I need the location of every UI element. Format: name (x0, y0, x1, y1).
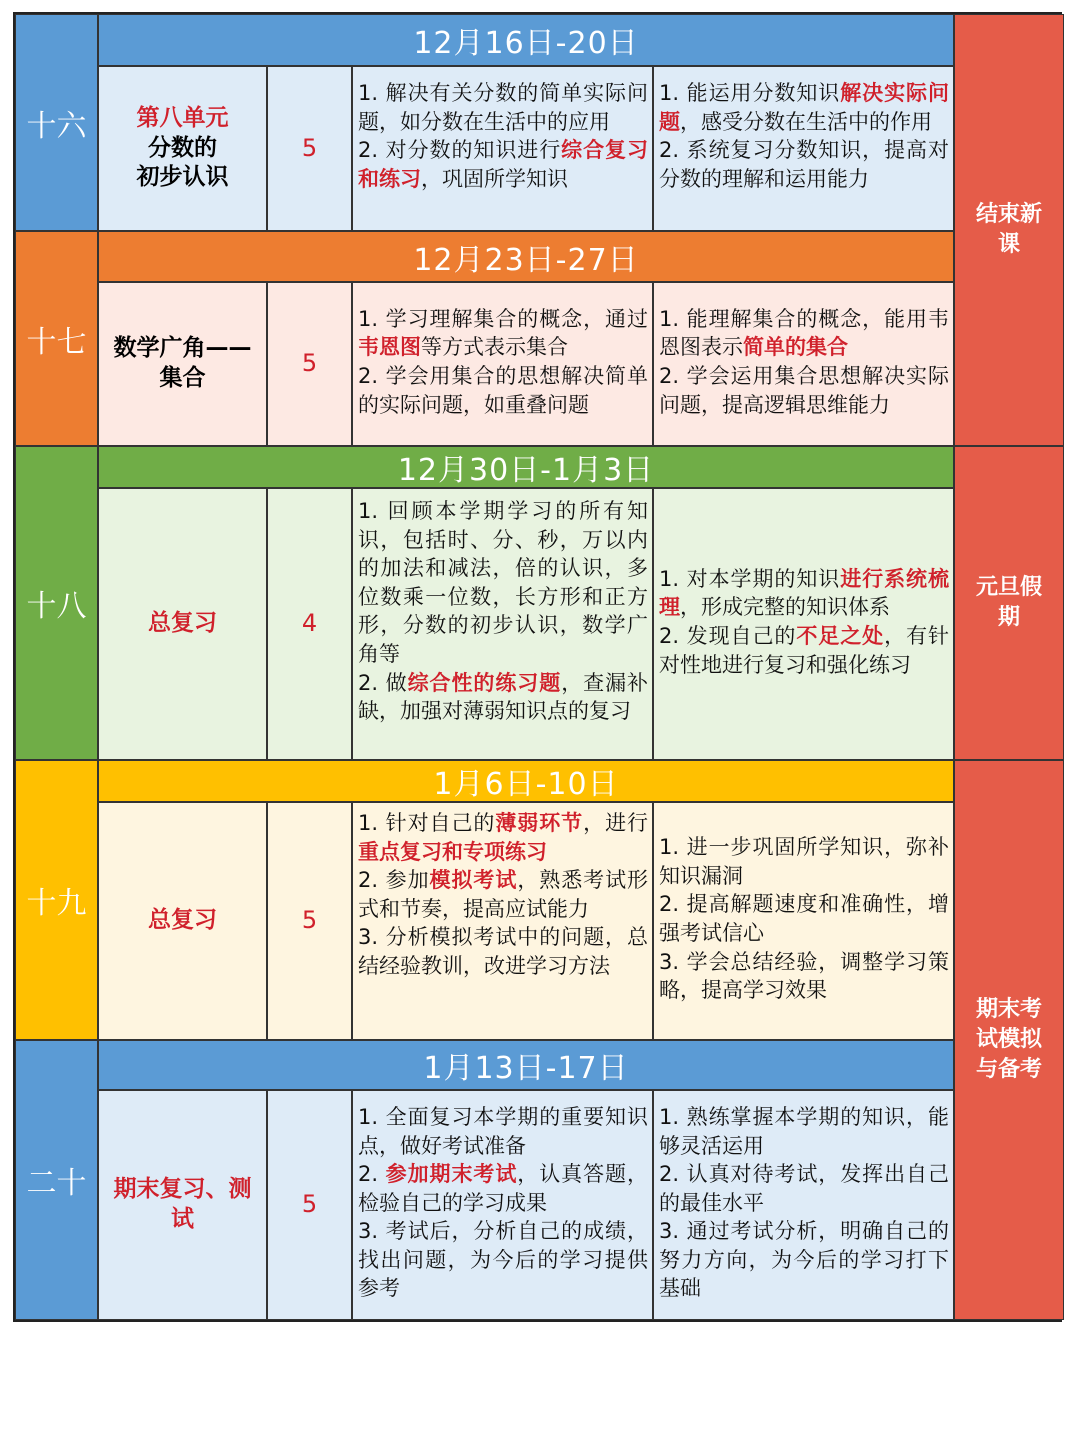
list-item (659, 622, 949, 679)
week-date-header: 12月30日-1月3日 (98, 446, 954, 488)
list-item (659, 890, 949, 947)
unit-cell (98, 282, 267, 446)
text-segment: ，查漏补缺，加强对薄弱知识点的复习 (358, 670, 649, 724)
cell-text (358, 809, 648, 981)
list-item (659, 1103, 949, 1160)
goals-cell (653, 282, 954, 446)
content-cell (352, 66, 653, 231)
goals-cell (653, 1090, 954, 1320)
hours-cell: 4 (267, 488, 352, 760)
highlight-text: 韦恩图 (358, 335, 421, 360)
hours-cell: 5 (267, 282, 352, 446)
unit-line: 期末复习、测 (113, 1176, 252, 1203)
list-item (659, 948, 949, 1005)
text-segment: ，感受分数在生活中的作用 (680, 109, 932, 134)
goals-cell (653, 802, 954, 1040)
goals-cell (653, 488, 954, 760)
week-date-header: 1月6日-10日 (98, 760, 954, 802)
text-segment: 1. 对本学期的知识 (659, 566, 841, 591)
cell-text (659, 565, 949, 679)
text-segment: 3. 学会总结经验，调整学习策略，提高学习效果 (659, 949, 949, 1003)
unit-line: 数学广角—— (113, 335, 252, 362)
list-item (358, 866, 648, 923)
list-item (358, 79, 648, 136)
list-item (358, 1217, 648, 1303)
text-segment: ，熟悉考试形式和节奏，提高应试能力 (358, 868, 649, 921)
text-segment: 1. 学习理解集合的概念，通过 (358, 306, 648, 331)
unit-label (148, 609, 217, 639)
week-label: 十八 (15, 446, 98, 760)
cell-text (659, 833, 949, 1005)
list-item (358, 1103, 648, 1160)
cell-text (358, 1103, 648, 1303)
text-segment: 2. 对分数的知识进行 (358, 138, 562, 163)
week-label: 十七 (15, 231, 98, 446)
hours-cell: 5 (267, 802, 352, 1040)
text-segment: 2. 学会运用集合思想解决实际问题，提高逻辑思维能力 (659, 364, 949, 417)
text-segment: 1. 回顾本学期学习的所有知识，包括时、分、秒，万以内的加法和减法，倍的认识，多位数乘一位数，长方形和正方形，分数的初步认识，数学广角等 (358, 499, 648, 666)
content-cell (352, 282, 653, 446)
text-segment: 1. 能理解集合的概念，能用韦恩图表示 (659, 306, 949, 360)
text-segment: 2. (358, 1162, 386, 1187)
week-label: 二十 (15, 1040, 98, 1320)
text-segment: 3. 考试后，分析自己的成绩，找出问题，为今后的学习提供参考 (358, 1219, 648, 1301)
list-item (358, 362, 648, 419)
week-label: 十六 (15, 14, 98, 231)
schedule-table (13, 12, 1062, 1322)
list-item (659, 362, 949, 419)
unit-line: 分数的 (148, 134, 217, 161)
cell-text (358, 79, 648, 193)
highlight-text: 模拟考试 (429, 868, 518, 893)
text-segment: 2. 认真对待考试，发挥出自己的最佳水平 (659, 1162, 949, 1215)
unit-label (148, 906, 217, 936)
unit-cell (98, 1090, 267, 1320)
text-segment: 2. 发现自己的 (659, 624, 797, 648)
highlight-text: 综合复习和练习 (358, 138, 648, 191)
highlight-text: 简单的集合 (743, 335, 848, 360)
text-segment: ，进行 (583, 811, 649, 835)
side-note: 元旦假期 (954, 446, 1064, 760)
unit-label (114, 1175, 252, 1235)
list-item (659, 565, 949, 622)
text-segment: ，巩固所学知识 (421, 166, 568, 191)
list-item (358, 305, 648, 362)
week-date-header: 1月13日-17日 (98, 1040, 954, 1090)
text-segment: 3. 通过考试分析，明确自己的努力方向，为今后的学习打下基础 (659, 1219, 949, 1301)
unit-label (114, 334, 252, 394)
highlight-text: 重点复习和专项练习 (358, 839, 547, 864)
unit-cell (98, 488, 267, 760)
text-segment: ，有针对性地进行复习和强化练习 (659, 624, 950, 677)
highlight-text: 不足之处 (796, 624, 885, 648)
list-item (659, 1160, 949, 1217)
list-item (358, 136, 648, 193)
list-item (358, 809, 648, 866)
unit-line: 集合 (159, 365, 206, 391)
list-item (659, 1217, 949, 1303)
text-segment: 2. 提高解题速度和准确性，增强考试信心 (659, 892, 949, 945)
text-segment: 1. 进一步巩固所学知识，弥补知识漏洞 (659, 835, 949, 888)
hours-cell: 5 (267, 66, 352, 231)
unit-line: 总复习 (148, 610, 217, 637)
list-item (358, 1160, 648, 1217)
unit-line: 初步认识 (136, 164, 229, 191)
text-segment: 1. 解决有关分数的简单实际问题，如分数在生活中的应用 (358, 81, 648, 134)
text-segment: 2. 学会用集合的思想解决简单的实际问题，如重叠问题 (358, 364, 648, 417)
content-cell (352, 488, 653, 760)
week-label: 十九 (15, 760, 98, 1040)
cell-text (659, 305, 949, 419)
text-segment: 2. 做 (358, 670, 408, 695)
list-item (659, 136, 949, 193)
unit-cell (98, 802, 267, 1040)
highlight-text: 薄弱环节 (495, 811, 584, 835)
unit-cell (98, 66, 267, 231)
text-segment: 1. 能运用分数知识 (659, 81, 841, 105)
text-segment: 1. 熟练掌握本学期的知识，能够灵活运用 (659, 1104, 949, 1158)
text-segment: 等方式表示集合 (421, 335, 568, 360)
cell-text (358, 305, 648, 419)
list-item (358, 669, 648, 726)
cell-text (659, 79, 949, 193)
highlight-text: 解决实际问题 (659, 81, 949, 134)
text-segment: ，形成完整的知识体系 (680, 595, 890, 620)
unit-line: 总复习 (148, 907, 217, 934)
week-date-header: 12月23日-27日 (98, 231, 954, 282)
text-segment: 1. 针对自己的 (358, 811, 496, 835)
highlight-text: 参加期末考试 (385, 1162, 518, 1187)
text-segment: 2. 系统复习分数知识，提高对分数的理解和运用能力 (659, 138, 949, 191)
list-item (358, 923, 648, 980)
unit-line: 试 (171, 1206, 194, 1232)
list-item (659, 305, 949, 362)
side-note: 期末考试模拟与备考 (954, 760, 1064, 1320)
content-cell (352, 802, 653, 1040)
cell-text (358, 497, 648, 726)
unit-label (137, 104, 229, 194)
week-date-header: 12月16日-20日 (98, 14, 954, 66)
text-segment: ，认真答题，检验自己的学习成果 (358, 1162, 648, 1215)
highlight-text: 进行系统梳理 (659, 566, 949, 620)
highlight-text: 综合性的练习题 (407, 670, 562, 695)
hours-cell: 5 (267, 1090, 352, 1320)
goals-cell (653, 66, 954, 231)
cell-text (659, 1103, 949, 1303)
list-item (659, 833, 949, 890)
side-note: 结束新课 (954, 14, 1064, 446)
content-cell (352, 1090, 653, 1320)
text-segment: 2. 参加 (358, 868, 430, 893)
text-segment: 3. 分析模拟考试中的问题，总结经验教训，改进学习方法 (358, 925, 648, 978)
list-item (659, 79, 949, 136)
text-segment: 1. 全面复习本学期的重要知识点，做好考试准备 (358, 1104, 648, 1158)
list-item (358, 497, 648, 669)
unit-line: 第八单元 (136, 104, 229, 131)
